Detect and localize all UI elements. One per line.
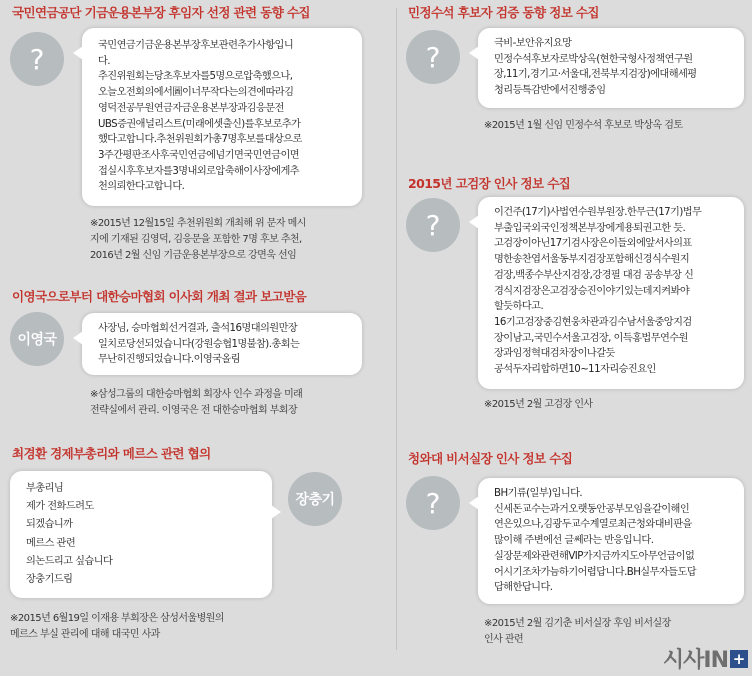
section-title-mers: 최경환 경제부총리와 메르스 관련 협의 bbox=[12, 446, 211, 461]
note-line: 전략실에서 관리. 이영국은 전 대한승마협회 부회장 bbox=[90, 405, 298, 416]
message-bubble-bluehouse bbox=[478, 478, 744, 604]
note-line: ※2015년 6월19일 이재용 부회장은 삼성서울병원의 bbox=[10, 613, 224, 624]
note-line: 지에 기재된 김영덕, 김응문을 포함한 7명 후보 추천, bbox=[90, 234, 302, 245]
message-line: 어시기조차가늠하기어렵답니다.BH실무자들도답 bbox=[494, 566, 697, 578]
logo-text: 시사IN bbox=[662, 648, 728, 673]
section-title-ethics: 민정수석 후보자 검증 동향 정보 수집 bbox=[408, 5, 599, 20]
message-line: 할듯하다고. bbox=[494, 301, 544, 313]
message-line: 장이남고,국민수서울고검장, 이득홍법무연수원 bbox=[494, 332, 688, 344]
avatar-jang-chung-gi: 장충기 bbox=[288, 472, 342, 526]
message-line: 다. bbox=[98, 55, 110, 67]
note-nps bbox=[90, 216, 306, 264]
message-line: 메르스 관련 bbox=[26, 537, 76, 549]
message-line: 연은있으나,김광두교수계열로최근청와대비판을 bbox=[494, 519, 692, 531]
note-bluehouse bbox=[484, 616, 671, 648]
message-line: 했다고합니다.추천위원회가총7명후보를대상으로 bbox=[98, 134, 302, 146]
avatar-lee-young-guk: 이영국 bbox=[10, 312, 64, 366]
message-line: 국민연금기금운용본부장후보관련추가사항입니 bbox=[98, 40, 294, 51]
question-avatar-icon: ? bbox=[406, 198, 460, 252]
sisain-logo bbox=[663, 643, 748, 674]
message-line: 극비-보안유지요망 bbox=[494, 38, 572, 49]
message-line: 접실시후후보자를3명내외로압축해이사장에게추 bbox=[98, 165, 300, 177]
message-line: 의논드리고 싶습니다 bbox=[26, 555, 113, 567]
message-line: 영덕전공무원연금자금운용본부장과김응문전 bbox=[98, 102, 284, 114]
note-mers bbox=[10, 611, 224, 643]
column-divider bbox=[396, 8, 397, 650]
note-line: ※2015년 12월15일 추천위원회 개최해 위 문자 메시 bbox=[90, 218, 306, 229]
message-bubble-mers bbox=[10, 471, 272, 598]
message-bubble-ethics bbox=[478, 28, 744, 108]
message-line: 사장님, 승마협회선거결과, 출석16명대의원만장 bbox=[98, 323, 298, 334]
note-ethics bbox=[484, 118, 682, 134]
message-line: 민정수석후보자로박상옥(현한국형사정책연구원 bbox=[494, 53, 693, 65]
message-line: 실장문제와관련해VIP가지금까지도아무언급이없 bbox=[494, 550, 695, 562]
message-line: 16기고검장중김현웅차관과김수남서울중앙지검 bbox=[494, 316, 692, 328]
message-bubble-horse bbox=[82, 313, 362, 375]
message-line: 공석두자리합하면10~11자리승진요인 bbox=[494, 364, 656, 376]
message-line: 장충기드림 bbox=[26, 574, 73, 586]
section-title-nps: 국민연금공단 기금운용본부장 후임자 선정 관련 동향 수집 bbox=[12, 5, 310, 20]
section-title-horse: 이영국으로부터 대한승마협회 이사회 개최 결과 보고받음 bbox=[12, 289, 307, 304]
note-line: ※2015년 1월 신임 민정수석 후보로 박상옥 검토 bbox=[484, 120, 683, 131]
section-title-prosecutor: 2015년 고검장 인사 정보 수집 bbox=[408, 176, 571, 191]
note-line: 2016년 2월 신임 기금운용본부장으로 강면욱 선임 bbox=[90, 250, 297, 261]
message-bubble-prosecutor bbox=[478, 197, 744, 389]
message-line: 되겠습니까 bbox=[26, 519, 73, 531]
message-line: 이건주(17기)사법연수원부원장.한무근(17기)법무 bbox=[494, 207, 702, 218]
message-line: UBS증권애널리스트(미래에셋출신)를후보로추가 bbox=[98, 118, 301, 130]
message-line: 청리등특감반에서진행중임 bbox=[494, 85, 606, 97]
note-line: ※삼성그룹의 대한승마협회 회장사 인수 과정을 미래 bbox=[90, 389, 303, 400]
message-line: 고검장이아닌17기검사장은이들외에앞서사의표 bbox=[494, 238, 692, 250]
question-avatar-icon: ? bbox=[406, 30, 460, 84]
message-line: 장,11기,경기고·서울대,전북부지검장)에대해세평 bbox=[494, 69, 697, 81]
message-line: 검장,백종수부산지검장,강경필 대검 공송부장 신 bbox=[494, 269, 694, 281]
note-line: ※2015년 2월 김기춘 비서실장 후임 비서실장 bbox=[484, 618, 671, 629]
message-line: 명한송찬엽서울동부지검장포함해신경식수원지 bbox=[494, 254, 690, 266]
message-line: 부총리님 bbox=[26, 483, 64, 494]
message-line: 경식지검장은고검장승진이야기있는데지켜봐야 bbox=[494, 285, 690, 297]
message-line: 장과임정혁대검차장이나갈듯 bbox=[494, 348, 615, 360]
message-line: 추진위원회는당초후보자를5명으로압축했으나, bbox=[98, 71, 293, 83]
note-line: ※2015년 2월 고검장 인사 bbox=[484, 399, 593, 410]
message-line: BH기류(일부)입니다. bbox=[494, 488, 583, 499]
message-line: 천의뢰한다고합니다. bbox=[98, 181, 185, 193]
message-line: 일치로당선되었습니다(강원승협1명불참).총회는 bbox=[98, 338, 300, 350]
note-prosecutor bbox=[484, 397, 593, 413]
message-line: 신세돈교수는과거오랫동안공부모임을같이해인 bbox=[494, 503, 690, 515]
message-line: 오늘오전회의에서圖이너무작다는의견에따라김 bbox=[98, 87, 294, 99]
note-line: 인사 관련 bbox=[484, 634, 524, 645]
message-line: 많이해 주변에선 글쎄라는 반응입니다. bbox=[494, 535, 654, 547]
message-line: 무난히진행되었습니다.이영국올림 bbox=[98, 354, 241, 366]
message-line: 제가 전화드려도 bbox=[26, 501, 94, 513]
plus-icon: + bbox=[730, 650, 748, 668]
question-avatar-icon: ? bbox=[10, 32, 64, 86]
section-title-bluehouse: 청와대 비서실장 인사 정보 수집 bbox=[408, 451, 573, 466]
note-line: 메르스 부실 관리에 대해 대국민 사과 bbox=[10, 629, 160, 640]
note-horse bbox=[90, 387, 302, 419]
message-bubble-nps bbox=[82, 28, 362, 206]
message-line: 부출입국외국인정책본부장에게용퇴권고한 듯. bbox=[494, 222, 686, 234]
question-avatar-icon: ? bbox=[406, 476, 460, 530]
message-line: 3주간평판조사후국민연금에넘기면국민연금이면 bbox=[98, 149, 300, 161]
message-line: 답해한답니다. bbox=[494, 582, 553, 594]
